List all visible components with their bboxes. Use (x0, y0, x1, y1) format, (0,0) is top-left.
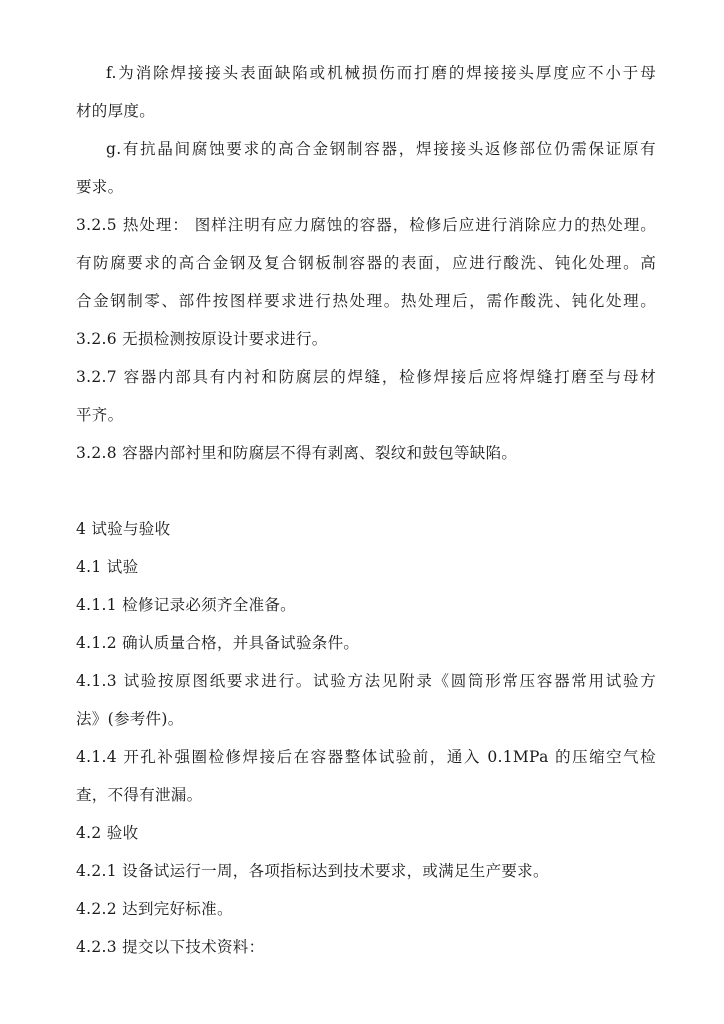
section-4-2-1: 4.2.1 设备试运行一周，各项指标达到技术要求，或满足生产要求。 (76, 862, 549, 880)
paragraph-g-line-2: 要求。 (76, 178, 124, 196)
section-4-1-1: 4.1.1 检修记录必须齐全准备。 (76, 596, 296, 614)
section-4-1-4-line-2: 查，不得有泄漏。 (76, 786, 203, 804)
section-4-1-3-line-2: 法》(参考件)。 (76, 710, 184, 728)
section-3-2-8: 3.2.8 容器内部衬里和防腐层不得有剥离、裂纹和鼓包等缺陷。 (76, 444, 518, 462)
section-4-1-3-line-1: 4.1.3 试验按原图纸要求进行。试验方法见附录《圆筒形常压容器常用试验方 (76, 672, 656, 690)
section-4-2-2: 4.2.2 达到完好标准。 (76, 900, 233, 918)
section-3-2-7-line-2: 平齐。 (76, 406, 124, 424)
chapter-4-heading: 4 试验与验收 (76, 520, 171, 538)
section-3-2-7-line-1: 3.2.7 容器内部具有内衬和防腐层的焊缝，检修焊接后应将焊缝打磨至与母材 (76, 368, 656, 386)
section-3-2-5-line-2: 有防腐要求的高合金钢及复合钢板制容器的表面，应进行酸洗、钝化处理。高 (76, 254, 656, 272)
section-4-2-heading: 4.2 验收 (76, 824, 139, 842)
section-4-1-heading: 4.1 试验 (76, 558, 139, 576)
paragraph-g-line-1: g.有抗晶间腐蚀要求的高合金钢制容器，焊接接头返修部位仍需保证原有 (106, 140, 656, 158)
section-4-2-3: 4.2.3 提交以下技术资料： (76, 938, 265, 956)
section-4-1-2: 4.1.2 确认质量合格，并具备试验条件。 (76, 634, 360, 652)
paragraph-f-line-1: f.为消除焊接接头表面缺陷或机械损伤而打磨的焊接接头厚度应不小于母 (106, 64, 656, 82)
section-3-2-5-line-1: 3.2.5 热处理： 图样注明有应力腐蚀的容器，检修后应进行消除应力的热处理。 (76, 216, 656, 234)
paragraph-f-line-2: 材的厚度。 (76, 102, 156, 120)
section-3-2-5-line-3: 合金钢制零、部件按图样要求进行热处理。热处理后，需作酸洗、钝化处理。 (76, 292, 656, 310)
section-3-2-6: 3.2.6 无损检测按原设计要求进行。 (76, 330, 328, 348)
section-4-1-4-line-1: 4.1.4 开孔补强圈检修焊接后在容器整体试验前，通入 0.1MPa 的压缩空气检 (76, 748, 656, 766)
